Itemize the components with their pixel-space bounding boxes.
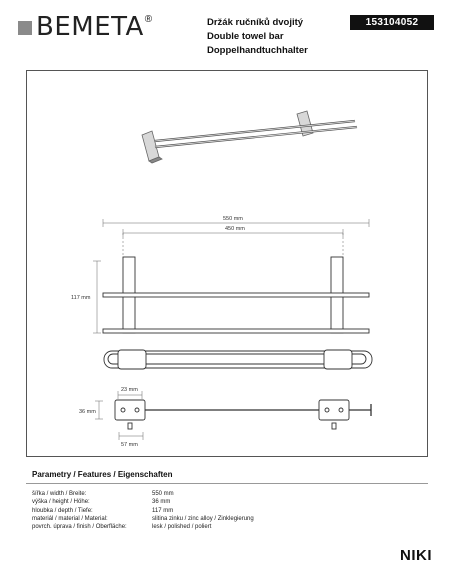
top-view xyxy=(104,350,372,369)
hole-spacing-label: 57 mm xyxy=(121,442,138,448)
title-de: Doppelhandtuchhalter xyxy=(207,45,308,56)
param-label: materiál / material / Material: xyxy=(32,515,108,522)
param-label: výška / height / Höhe: xyxy=(32,499,90,506)
param-value: 550 mm xyxy=(152,491,174,497)
param-row-material xyxy=(32,515,428,523)
registered-mark: ® xyxy=(144,13,153,25)
param-row-finish xyxy=(32,523,428,531)
base-height-label: 36 mm xyxy=(79,409,96,415)
param-row-height xyxy=(32,498,428,506)
param-row-depth xyxy=(32,507,428,515)
mount-view xyxy=(115,400,371,429)
brand-logo xyxy=(18,14,152,40)
param-value: 36 mm xyxy=(152,499,171,506)
height-label: 117 mm xyxy=(71,295,91,301)
logo-square-mark xyxy=(18,21,32,35)
param-value: slitina zinku / zinc alloy / Zinklegierung xyxy=(152,515,254,522)
product-code: 153104052 xyxy=(350,15,434,30)
param-label: šířka / width / Breite: xyxy=(32,491,87,497)
title-cz: Držák ručníků dvojitý xyxy=(207,17,304,28)
param-value: 117 mm xyxy=(152,507,174,514)
drawing-frame xyxy=(26,70,428,457)
series-name: NIKI xyxy=(400,547,432,564)
bar-length-label: 450 mm xyxy=(225,226,245,232)
product-render xyxy=(142,111,357,163)
param-label: povrch. úprava / finish / Oberfläche: xyxy=(32,524,127,531)
technical-drawing xyxy=(27,71,427,456)
parameters-heading: Parametry / Features / Eigenschaften xyxy=(26,470,428,484)
param-row-width xyxy=(32,490,428,498)
param-label: hloubka / depth / Tiefe: xyxy=(32,507,93,514)
brand-name: BEMETA xyxy=(36,12,144,42)
param-value: lesk / polished / poliert xyxy=(152,524,212,531)
product-titles xyxy=(207,16,308,58)
overall-width-label: 550 mm xyxy=(223,216,243,222)
base-width-label: 23 mm xyxy=(121,387,138,393)
front-view xyxy=(103,257,369,333)
title-en: Double towel bar xyxy=(207,31,284,42)
parameters-section xyxy=(26,470,428,531)
parameters-table xyxy=(26,490,428,531)
